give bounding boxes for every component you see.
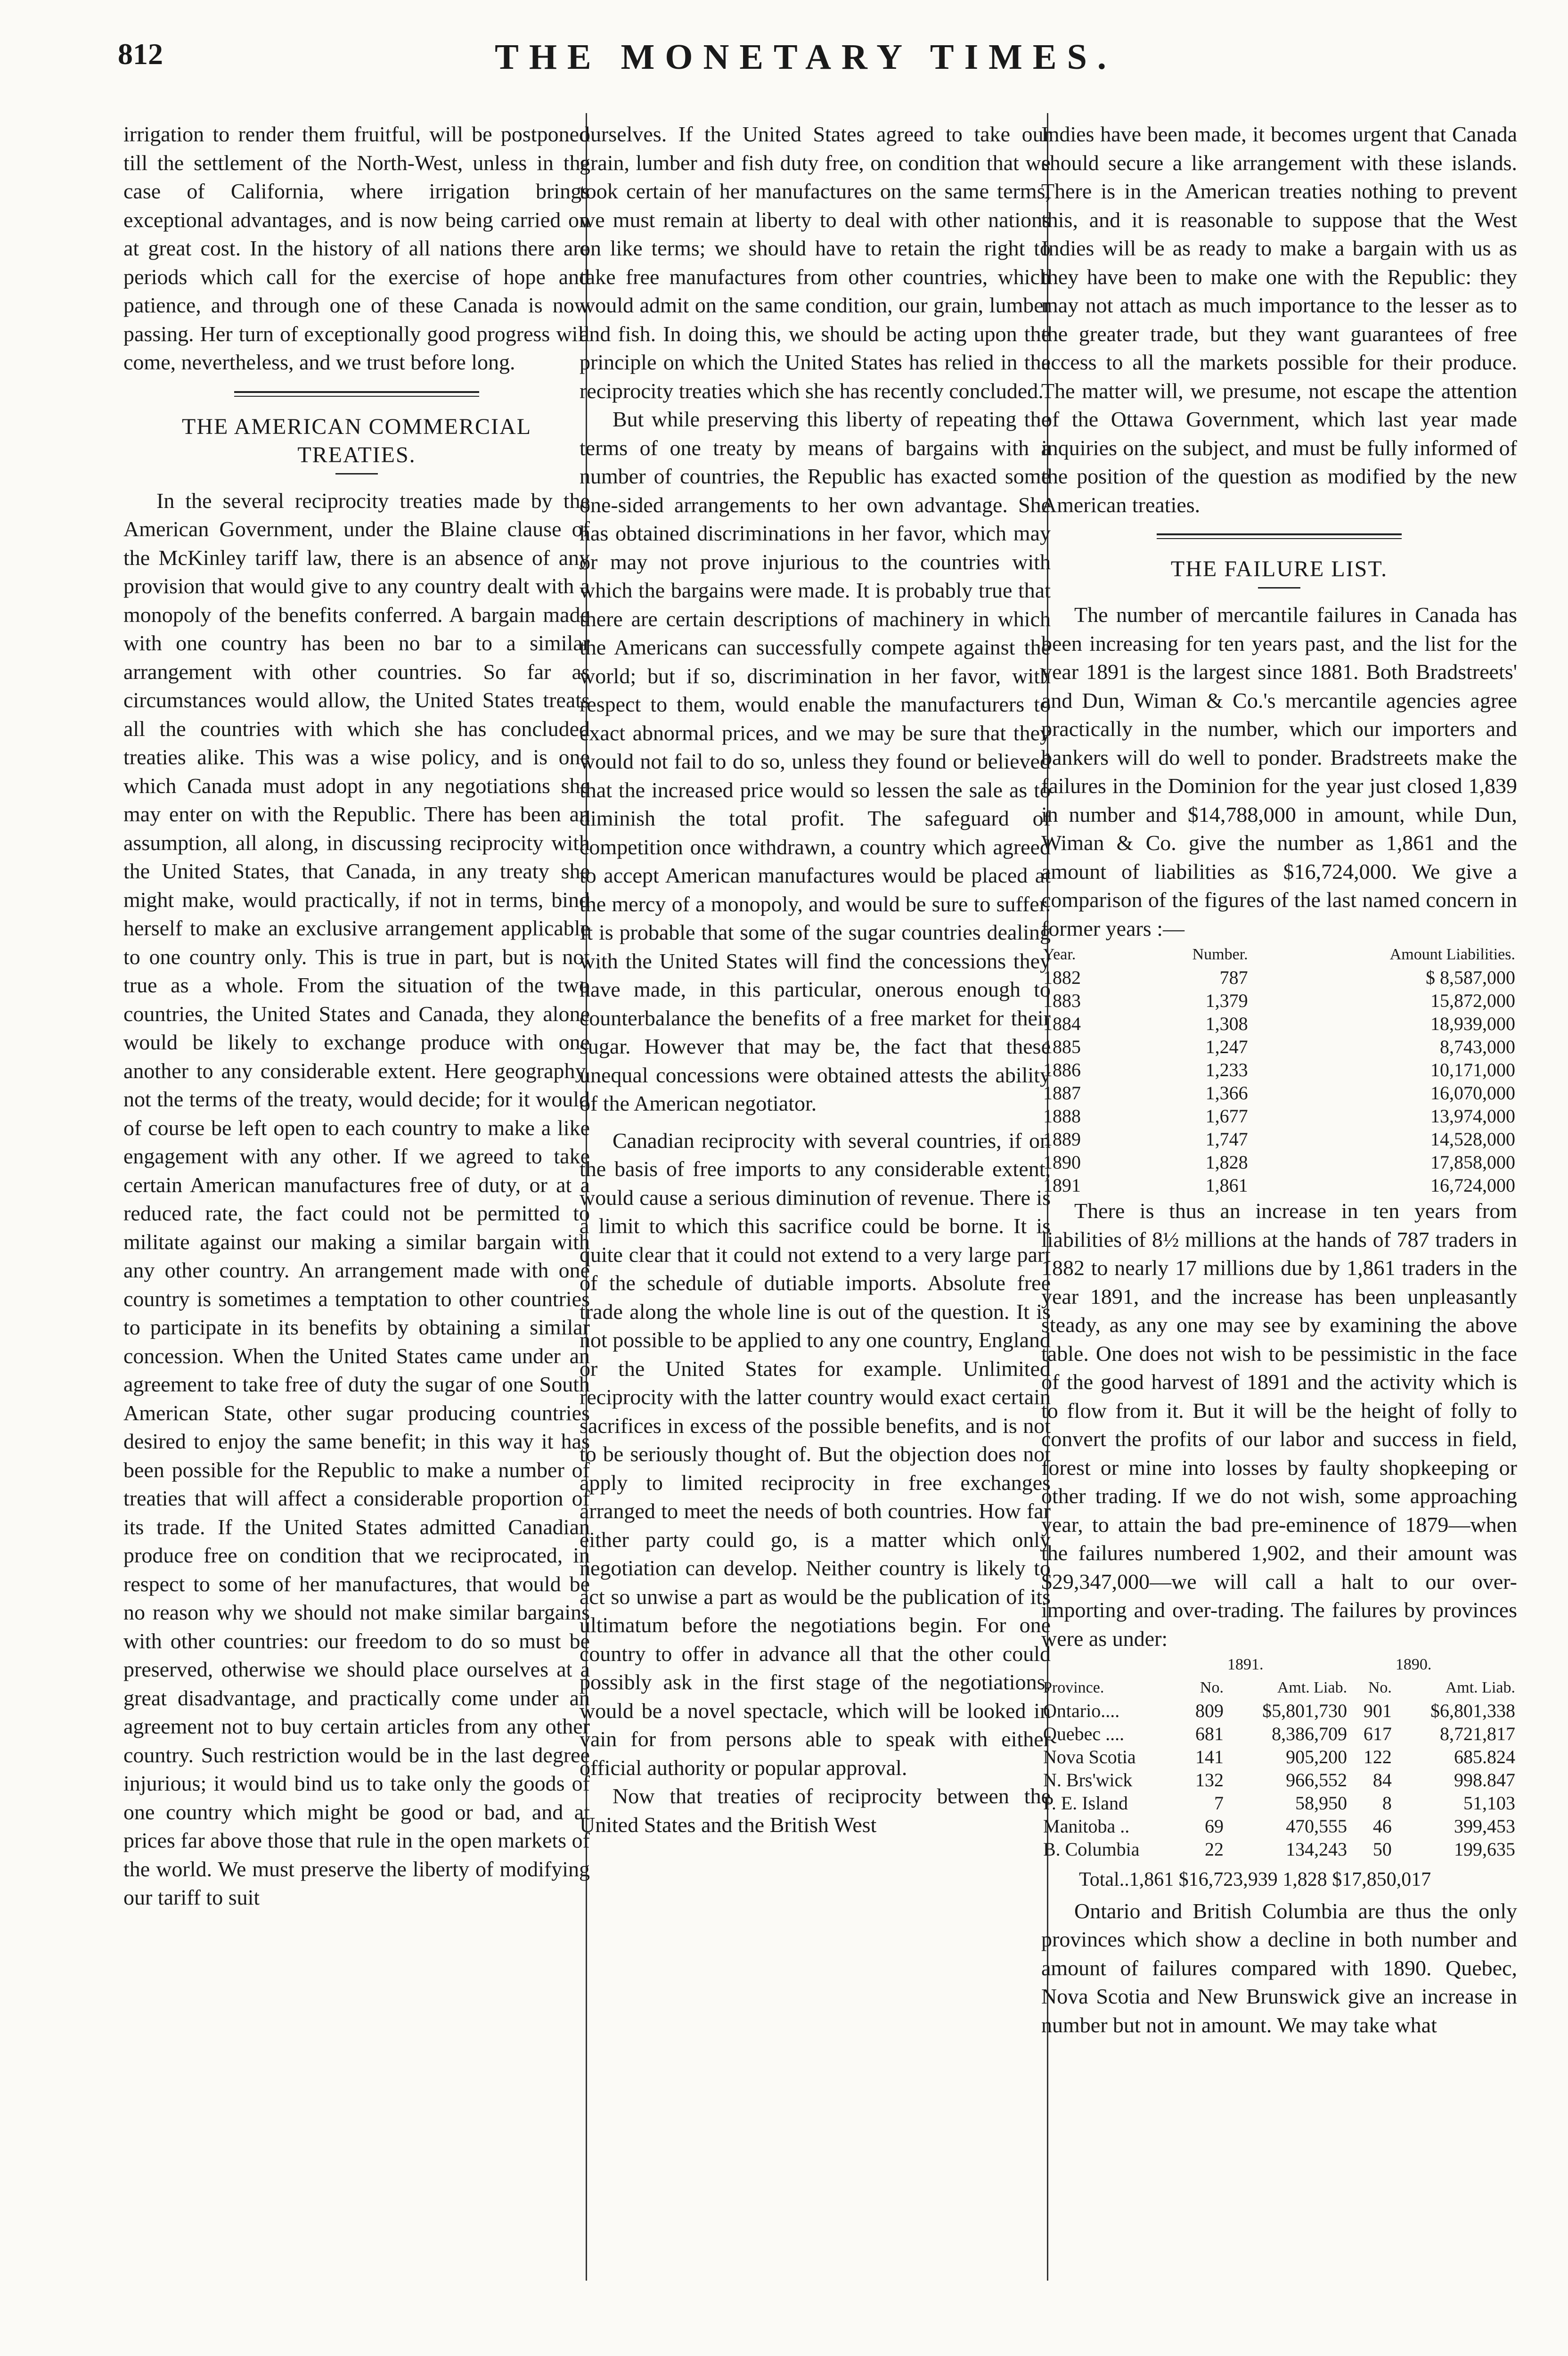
table-row <box>1041 1035 1517 1058</box>
cell-province: Quebec .... <box>1043 1723 1125 1744</box>
heading-rule <box>335 473 378 474</box>
paragraph: But while preserving this liberty of repeating the terms of one treaty by means of bargains with a number of countries, the Republic has exacted some one-sided arrangements to her own advantage. She has obtained discriminations in her favor, which may or may not prove injurious to the countries with which the bargains were made. It is probably true that there are certain descriptions of machinery in which the Americans can successfully compete against the world; but if so, discrimination in her favor, with respect to them, would enable the manufacturers to exact abnormal prices, and we may be sure that they would not fail to do so, unless they found or believed that the increased price would so lessen the sale as to diminish the total profit. The safeguard of competition once withdrawn, a country which agreed to accept American manufactures would be placed at the mercy of a monopoly, and would be sure to suffer. It is probable that some of the sugar countries dealing with the United States will find the concessions they have made, in this particular, onerous enough to counterbalance the benefits of a free market for their sugar. However that may be, the fact that these unequal concessions were obtained attests the ability of the American negotiator. <box>580 407 1051 1115</box>
cell-amount: 8,743,000 <box>1440 1036 1515 1057</box>
cell-province: P. E. Island <box>1043 1792 1128 1814</box>
cell-amount: $ 8,587,000 <box>1426 967 1515 988</box>
cell-no-1891: 7 <box>1214 1792 1224 1814</box>
cell-year: 1882 <box>1043 967 1081 988</box>
page-number: 812 <box>118 37 163 71</box>
cell-amt-1890: $6,801,338 <box>1430 1700 1515 1721</box>
paragraph: Canadian reciprocity with several countries, if on the basis of free imports to any considerable extent, would cause a serious diminution of revenue. There is a limit to which this sacrifice could be borne. It is quite clear that it could not extend to a very large part of the schedule of dutiable imports. Absolute free trade along the whole line is out of the question. It is not possible to be applied to any one country, England or the United States for example. Unlimited reciprocity with the latter country would exact certain sacrifices in excess of the possible benefits, and is not to be seriously thought of. But the objection does not apply to limited reciprocity in free exchanges arranged to meet the needs of both countries. How far either party could go, is a matter which only negotiation can develop. Neither country is likely to act so unwise a part as would be the publication of its ultimatum before the negotiations begin. For one country to offer in advance all that the other could possibly ask in the first stage of the negotiations, would be a novel spectacle, which will be looked in vain for from persons able to speak with either official authority or popular approval. <box>580 1128 1051 1780</box>
cell-amt-1891: 8,386,709 <box>1272 1723 1348 1744</box>
failures-by-province-table <box>1041 1653 1517 1861</box>
table-row <box>1041 1151 1517 1174</box>
table-row <box>1041 1012 1517 1035</box>
paragraph: irrigation to render them fruitful, will be postponed till the settlement of the North-West, unless in the case of California, where irrigation brings exceptional advantages, and is now being carried on at great cost. In the history of all nations there are periods which call for the exercise of hope and patience, and through one of these Canada is now passing. Her turn of exceptionally good progress will come, nevertheless, and we trust before long. <box>123 122 590 374</box>
cell-amt-1890: 51,103 <box>1463 1792 1515 1814</box>
page-header <box>118 37 1494 93</box>
paragraph: In the several reciprocity treaties made by the American Government, under the Blaine clause of the McKinley tariff law, there is an absence of any provision that would give to any country dealt with a monopoly of the benefits conferred. A bargain made with one country has been no bar to a similar arrangement with other countries. So far as circumstances would allow, the United States treats all the countries with which she has concluded treaties alike. This was a wise policy, and is one which Canada must adopt in any negotiations she may enter on with the Republic. There has been an assumption, all along, in discussing reciprocity with the United States, that Canada, in any treaty she might make, would practically, if not in terms, bind herself to make an exclusive arrangement applicable to one country only. This is true in part, but is not true as a whole. From the situation of the two countries, the United States and Canada, they alone would be likely to exchange produce with one another to any considerable extent. Here geography, not the terms of the treaty, would decide; for it would of course be left open to each country to make a like engagement with any other. If we agreed to take certain American manufactures free of duty, or at a reduced rate, the fact could not be permitted to militate against our making a similar bargain with any other country. An arrangement made with one country is sometimes a temptation to other countries to participate in its benefits by obtaining a similar concession. When the United States came under an agreement to take free of duty the sugar of one South American State, other sugar producing countries desired to enjoy the same benefit; in this way it has been possible for the Republic to make a number of treaties that will affect a considerable proportion of its trade. If the United States admitted Canadian produce free on condition that we reciprocated, in respect to some of her manufactures, that would be no reason why we should not make similar bargains with other countries: our freedom to do so must be preserved, otherwise we should place ourselves at a great disadvantage, and practically come under an agreement not to buy certain articles from any other country. Such restriction would be in the last degree injurious; it would bind us to take only the goods of one country which might be good or bad, and at prices far above those that rule in the open markets of the world. We must preserve the liberty of modifying our tariff to suit <box>123 488 590 1909</box>
cell-number: 1,828 <box>1205 1152 1248 1173</box>
cell-number: 1,308 <box>1205 1013 1248 1034</box>
cell-number: 787 <box>1219 967 1248 988</box>
table-row <box>1041 1745 1517 1768</box>
paragraph: Indies have been made, it becomes urgent that Canada should secure a like arrangement with these islands. There is in the American treaties nothing to prevent this, and it is reasonable to suppose that the West Indies will be as ready to make a bargain with us as they have been to make one with the Republic: they may not attach as much importance to the lesser as to the greater trade, but they want guarantees of free access to all the markets possible for their produce. The matter will, we presume, not escape the attention of the Ottawa Government, which last year made inquiries on the subject, and must be fully informed of the position of the question as modified by the new American treaties. <box>1041 122 1517 517</box>
cell-number: 1,677 <box>1205 1105 1248 1127</box>
cell-year: 1889 <box>1043 1129 1081 1150</box>
table-row <box>1041 1058 1517 1081</box>
cell-no-1890: 50 <box>1372 1839 1392 1860</box>
table-row <box>1041 1699 1517 1722</box>
cell-number: 1,747 <box>1205 1129 1248 1150</box>
column-header-amt: Amt. Liab. <box>1445 1679 1515 1696</box>
cell-province: B. Columbia <box>1043 1839 1140 1860</box>
cell-number: 1,379 <box>1205 990 1248 1011</box>
failures-by-year-table <box>1041 943 1517 1197</box>
column-header-no: No. <box>1368 1679 1392 1696</box>
column-header-number: Number. <box>1192 946 1248 963</box>
column-header-year: Year. <box>1043 946 1076 963</box>
column-header-amount: Amount Liabilities. <box>1389 946 1515 963</box>
cell-year: 1884 <box>1043 1013 1081 1034</box>
section-rule <box>234 391 479 397</box>
cell-amt-1891: 134,243 <box>1286 1839 1348 1860</box>
cell-province: Manitoba .. <box>1043 1816 1130 1837</box>
column-1 <box>123 120 590 2269</box>
cell-number: 1,233 <box>1205 1059 1248 1080</box>
cell-amt-1890: 998.847 <box>1454 1769 1515 1791</box>
cell-year: 1888 <box>1043 1105 1081 1127</box>
cell-no-1891: 22 <box>1204 1839 1224 1860</box>
table-row <box>1041 989 1517 1012</box>
cell-year: 1891 <box>1043 1175 1081 1196</box>
article-heading-commercial-treaties: THE AMERICAN COMMERCIAL TREATIES. <box>181 414 532 467</box>
cell-amount: 18,939,000 <box>1430 1013 1515 1034</box>
cell-amt-1891: 905,200 <box>1286 1746 1348 1767</box>
cell-amount: 16,724,000 <box>1430 1175 1515 1196</box>
table-row <box>1041 1174 1517 1197</box>
cell-amt-1891: 470,555 <box>1286 1816 1348 1837</box>
column-3 <box>1041 120 1517 2269</box>
cell-amount: 17,858,000 <box>1430 1152 1515 1173</box>
column-header-province: Province. <box>1043 1679 1104 1696</box>
cell-number: 1,366 <box>1205 1082 1248 1104</box>
cell-no-1890: 84 <box>1372 1769 1392 1791</box>
cell-amt-1891: 58,950 <box>1295 1792 1348 1814</box>
cell-year: 1886 <box>1043 1059 1081 1080</box>
cell-year: 1883 <box>1043 990 1081 1011</box>
cell-no-1891: 69 <box>1204 1816 1224 1837</box>
table-row <box>1041 1792 1517 1815</box>
heading-rule <box>1258 587 1300 589</box>
cell-amount: 15,872,000 <box>1430 990 1515 1011</box>
cell-no-1890: 46 <box>1372 1816 1392 1837</box>
table-row <box>1041 1722 1517 1745</box>
paragraph: Ontario and British Columbia are thus the only provinces which show a decline in both number and amount of failures compared with 1890. Quebec, Nova Scotia and New Brunswick give an increase in number but not in amount. We may take what <box>1041 1898 1517 2037</box>
cell-no-1890: 617 <box>1363 1723 1392 1744</box>
article-heading-failure-list: THE FAILURE LIST. <box>1170 556 1388 581</box>
cell-province: Ontario.... <box>1043 1700 1120 1721</box>
table-row <box>1041 1104 1517 1128</box>
cell-no-1891: 132 <box>1195 1769 1224 1791</box>
cell-amt-1890: 685.824 <box>1454 1746 1515 1767</box>
cell-year: 1885 <box>1043 1036 1081 1057</box>
table-row <box>1041 966 1517 989</box>
cell-amount: 10,171,000 <box>1430 1059 1515 1080</box>
cell-year: 1887 <box>1043 1082 1081 1104</box>
cell-province: Nova Scotia <box>1043 1746 1136 1767</box>
cell-no-1891: 681 <box>1195 1723 1224 1744</box>
cell-amt-1891: 966,552 <box>1286 1769 1348 1791</box>
cell-amt-1890: 8,721,817 <box>1440 1723 1515 1744</box>
paragraph: There is thus an increase in ten years from liabilities of 8½ millions at the hands of 787 traders in 1882 to nearly 17 millions due by 1,861 traders in the year 1891, and the increase has been unpleasantly steady, as any one may see by examining the above table. One does not wish to be pessimistic in the face of the good harvest of 1891 and the activity which is to flow from it. But it will be the height of folly to convert the profits of our labor and success in field, forest or mine into losses by faulty shopkeeping or other trading. If we do not wish, some approaching year, to attain the bad pre-eminence of 1879—when the failures numbered 1,902, and their amount was $29,347,000—we will call a halt to our over-importing and over-trading. The failures by provinces were as under: <box>1041 1199 1517 1651</box>
cell-amount: 14,528,000 <box>1430 1129 1515 1150</box>
column-header-no: No. <box>1200 1679 1224 1696</box>
province-table-total: Total..1,861 $16,723,939 1,828 $17,850,017 <box>1079 1869 1431 1890</box>
cell-amt-1890: 399,453 <box>1454 1816 1515 1837</box>
cell-province: N. Brs'wick <box>1043 1769 1133 1791</box>
cell-no-1890: 901 <box>1363 1700 1392 1721</box>
cell-year: 1890 <box>1043 1152 1081 1173</box>
column-header-amt: Amt. Liab. <box>1277 1679 1348 1696</box>
cell-number: 1,247 <box>1205 1036 1248 1057</box>
paragraph: The number of mercantile failures in Canada has been increasing for ten years past, and the list for the year 1891 is the largest since 1881. Both Bradstreets' and Dun, Wiman & Co.'s mercantile agencies agree practically in the number, which our importers and bankers will do well to ponder. Bradstreets make the failures in the Dominion for the year just closed 1,839 in number and $14,788,000 in amount, while Dun, Wiman & Co. give the number as 1,861 and the amount of liabilities as $16,724,000. We give a comparison of the figures of the last named concern in former years :— <box>1041 603 1517 941</box>
cell-no-1891: 141 <box>1195 1746 1224 1767</box>
year-header-1891: 1891. <box>1227 1656 1264 1673</box>
table-row <box>1041 1128 1517 1151</box>
table-row <box>1041 1081 1517 1104</box>
column-2 <box>580 120 1051 2269</box>
cell-amount: 13,974,000 <box>1430 1105 1515 1127</box>
paragraph: ourselves. If the United States agreed to take our grain, lumber and fish duty free, on condition that we took certain of her manufactures on the same terms, we must remain at liberty to deal with other nations on like terms; we should have to retain the right to take free manufactures from other countries, which would admit on the same condition, our grain, lumber and fish. In doing this, we should be acting upon the principle on which the United States has relied in the reciprocity treaties which she has recently concluded. <box>580 122 1051 403</box>
cell-no-1890: 122 <box>1363 1746 1392 1767</box>
cell-amount: 16,070,000 <box>1430 1082 1515 1104</box>
table-row <box>1041 1815 1517 1838</box>
cell-amt-1890: 199,635 <box>1454 1839 1515 1860</box>
cell-no-1890: 8 <box>1382 1792 1392 1814</box>
table-row <box>1041 1768 1517 1792</box>
year-header-1890: 1890. <box>1395 1656 1432 1673</box>
cell-amt-1891: $5,801,730 <box>1262 1700 1348 1721</box>
cell-number: 1,861 <box>1205 1175 1248 1196</box>
paragraph: Now that treaties of reciprocity between the United States and the British West <box>580 1784 1051 1837</box>
section-rule <box>1157 533 1402 539</box>
table-row <box>1041 1838 1517 1861</box>
cell-no-1891: 809 <box>1195 1700 1224 1721</box>
masthead-title: THE MONETARY TIMES. <box>495 37 1117 77</box>
